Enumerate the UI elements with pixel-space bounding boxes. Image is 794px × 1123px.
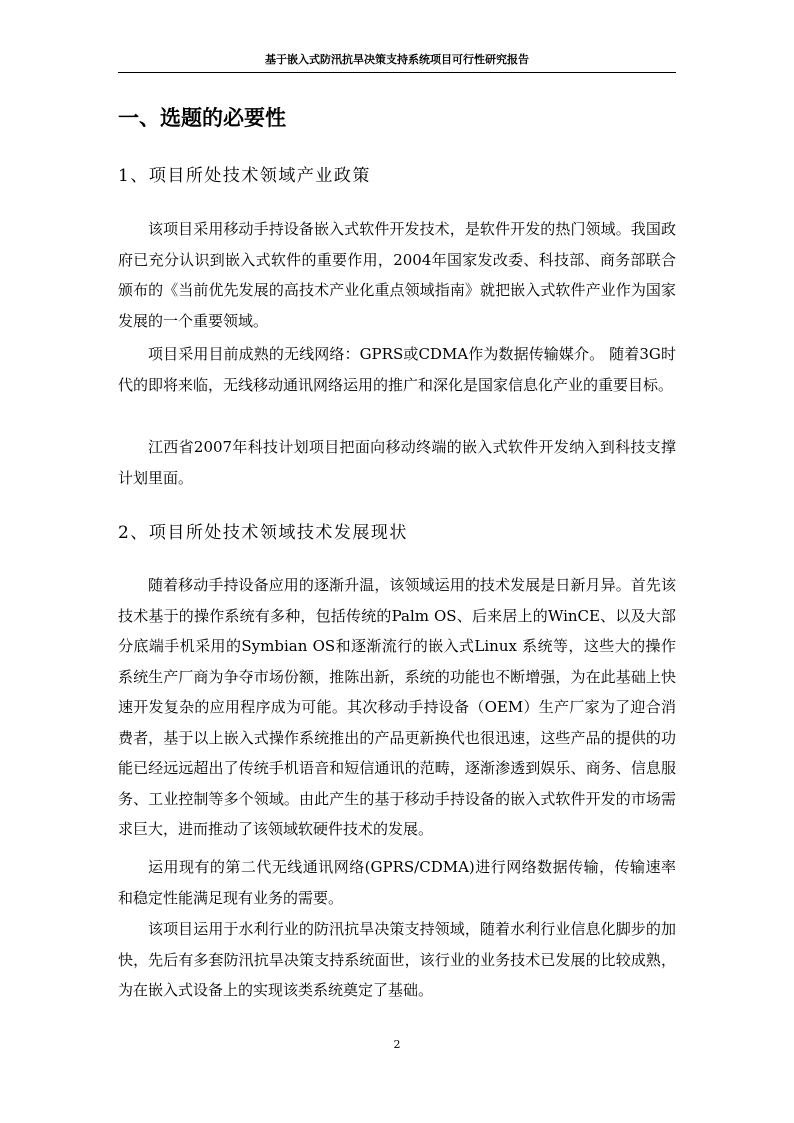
paragraph: 项目采用目前成熟的无线网络：GPRS或CDMA作为数据传输媒介。 随着3G时代的即将来临，无线移动通讯网络运用的推广和深化是国家信息化产业的重要目标。	[118, 345, 676, 394]
subsection-title-status: 2、项目所处技术领域技术发展现状	[118, 523, 408, 543]
paragraph: 江西省2007年科技计划项目把面向移动终端的嵌入式软件开发纳入到科技支撑计划里面。	[118, 438, 676, 487]
paragraph: 该项目采用移动手持设备嵌入式软件开发技术，是软件开发的热门领域。我国政府已充分认识到嵌入式软件的重要作用，2004年国家发改委、科技部、商务部联合颁布的《当前优先发展的高技术产业化重点领域指南》就把嵌入式软件产业作为国家发展的一个重要领域。	[118, 220, 676, 330]
page-number: 2	[393, 1038, 401, 1051]
header-divider	[118, 72, 676, 73]
paragraph: 运用现有的第二代无线通讯网络(GPRS/CDMA)进行网络数据传输，传输速率和稳定性能满足现有业务的需要。	[118, 858, 676, 907]
paragraph: 随着移动手持设备应用的逐渐升温，该领域运用的技术发展是日新月异。首先该技术基于的操作系统有多种，包括传统的Palm OS、后来居上的WinCE、以及大部分底端手机采用的Symbian OS和逐渐流行的嵌入式Linux 系统等，这些大的操作系统生产厂商为争夺市场份额，推陈出新，系统的功能也不断增强，为在此基础上快速开发复杂的应用程序成为可能。其次移动手持设备（OEM）生产厂家为了迎合消费者，基于以上嵌入式操作系统推出的产品更新换代也很迅速，这些产品的提供的功能已经远远超出了传统手机语音和短信通讯的范畴，逐渐渗透到娱乐、商务、信息服务、工业控制等多个领域。由此产生的基于移动手持设备的嵌入式软件开发的市场需求巨大，进而推动了该领域软硬件技术的发展。	[118, 576, 676, 838]
subsection-title-policy: 1、项目所处技术领域产业政策	[118, 166, 371, 186]
running-header: 基于嵌入式防汛抗旱决策支持系统项目可行性研究报告	[265, 53, 529, 66]
paragraph: 该项目运用于水利行业的防汛抗旱决策支持领域，随着水利行业信息化脚步的加快，先后有多套防汛抗旱决策支持系统面世，该行业的业务技术已发展的比较成熟，为在嵌入式设备上的实现该类系统奠定了基础。	[118, 920, 676, 999]
section-title: 一、选题的必要性	[118, 106, 286, 130]
